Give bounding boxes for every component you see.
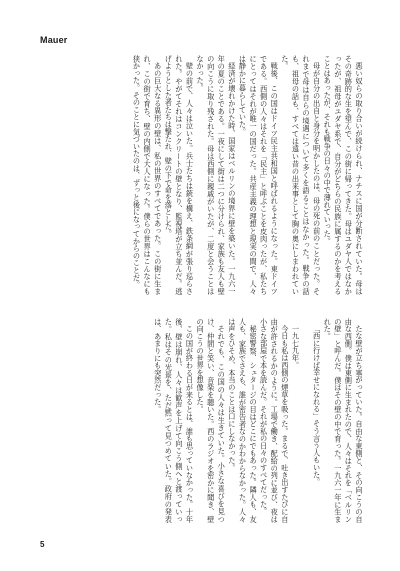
paragraph: 戦後、この国はドイツ民主共和国と呼ばれるようになった。東ドイツである。西側の人々はそれを「民主」と呼ぶことを皮肉ったが、私たちにとってはそれが唯一の国だった。共産主義の理想と現実の間で、人々は静かに暮らしていた。 xyxy=(238,55,280,295)
paragraph: 悪い奴らの取り合いが続けられ、ナチスに国が分断されていた。母はその奇跡的な生を望んで、この街に帰ってきた。母はユダヤ人ではなかったが、祖母がユダヤ系で、自分がどちらの民族に属するのかを考えることはあったが、それも戦争の日々の中で薄れていった。 xyxy=(323,55,364,295)
year-heading: 一九七九年。 xyxy=(291,325,301,369)
paragraph: たな壁が立ち塞がっていた。自由な東側と、その向こうの自由な西側。僕は東側に生まれたので、人々はそれを「ベルリンの壁」と呼んだ。僕はその壁の中で育った。一九六一年に生まれた。 xyxy=(323,318,364,523)
paragraph: 今日も私は西側の煙草を吸った。まるで、吐き出すたびに自由が許されるかのように。工場で働き、配給の列に並び、夜は小さな部屋で本を読んだ。それが私の日々のすべてだった。 xyxy=(259,318,290,523)
page-number: 5 xyxy=(40,540,45,549)
running-header: Mauer xyxy=(40,35,68,45)
paragraph: 「西に行けば幸せになれる」そう言う人もいた。 xyxy=(312,325,322,486)
paragraph: それでも、この国の人々は生きていた。小さな喜びを見つけ、仲間と笑い、音楽を聴いた。西のラジオを密かに聞き、壁の向こうの世界を想像した。 xyxy=(196,318,227,523)
paragraph: あの巨大なる異形の壁は、私の世界のすべてであった。この街に生まれ、この街で育ち、壁の内側で大人になった。僕らの世界はこんなにも狭かった。そのことに気づいたのは、ずっと後になってからのことだ。 xyxy=(132,55,163,295)
paragraph: この国が終わる日が来るとは、誰も思っていなかった。十年後、壁は崩れ、人々は歓声を上げて向こう側へと渡っていった。私はその光景を、ただ黙って見つめていた。政府の発表は、あまりにも突然だった。 xyxy=(153,318,195,523)
paragraph: 経済が壊れかけた時、国家はベルリンの境界に壁を築いた。一九六一年の夏のことである。一夜にして街は二つに分けられ、家族も友人も壁の向こうに取り残された。母は西側に親戚がいたが、二度と会うことはなかった。 xyxy=(196,55,237,295)
paragraph: 壁の前で、人々は泣いた。兵士たちは銃を構え、鉄条網が張り巡らされた。やがてそれはコンクリートの壁となり、監視塔が立ち並んだ。逃げようとした者たちは撃たれ、壁の下で命を落とした。 xyxy=(164,55,195,295)
text-block-upper xyxy=(52,55,364,295)
paragraph: 母が自分の出自と身分を明かしたのは、母の死の前のことだった。それまで母は自らの境遇について多くを語ることはなかった。戦争の話も、祖母の話も、すべては遠い昔の出来事として胸の奥にしまわれていた。 xyxy=(280,55,322,295)
text-block-lower xyxy=(52,318,364,523)
paragraph: 秘密警察、シュタージの目はどこにでもあった。隣人も、友人も、家族でさえも、誰が密告者なのかわからなかった。人々は声をひそめ、本当のことは口にしなかった。 xyxy=(227,318,259,523)
